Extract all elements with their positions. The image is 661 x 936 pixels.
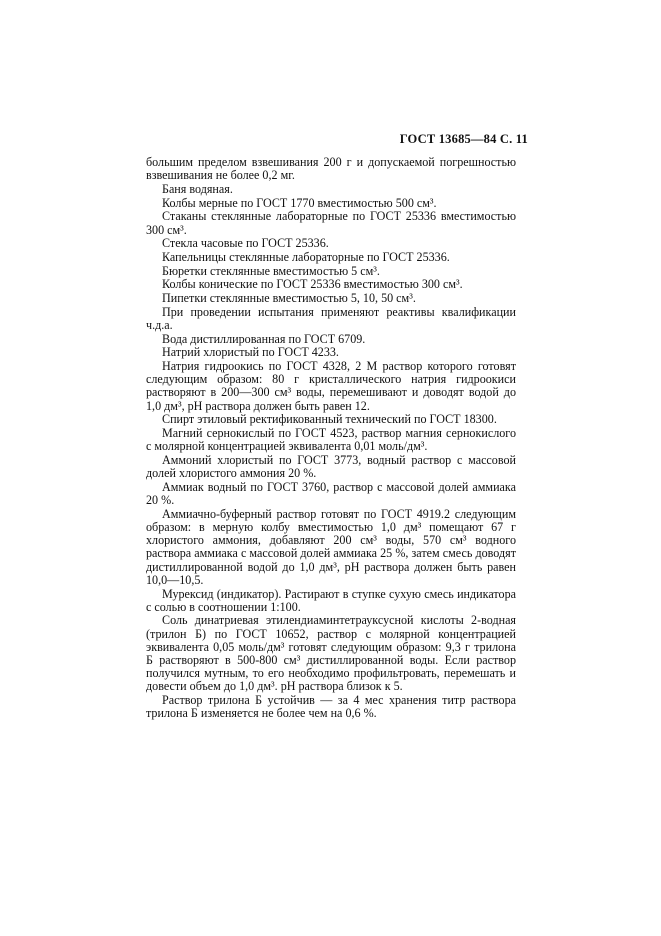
paragraph: Капельницы стеклянные лабораторные по ГОСТ 25336. — [162, 249, 450, 264]
document-body — [146, 156, 516, 721]
page-header: ГОСТ 13685—84 С. 11 — [399, 132, 528, 146]
paragraph: Колбы конические по ГОСТ 25336 вместимостью 300 см³. — [162, 277, 463, 292]
paragraph: Магний сернокислый по ГОСТ 4523, раствор магния сернокислого с молярной концентрацией эквивалента 0,01 моль/дм³. — [146, 426, 516, 454]
paragraph: Аммиачно-буферный раствор готовят по ГОСТ 4919.2 следующим образом: в мерную колбу вместимостью 1,0 дм³ помещают 67 г хлористого аммония, добавляют 200 см³ воды, 570 см³ водного раствора аммиака с массовой долей аммиака 25 %, затем смесь доводят дистиллированной водой до 1,0 дм³, рН раствора должен быть равен 10,0—10,5. — [146, 506, 516, 587]
paragraph: Натрия гидроокись по ГОСТ 4328, 2 М раствор которого готовят следующим образом: 80 г кристаллического натрия гидроокиси растворяют в 200—300 см³ воды, перемешивают и доводят водой до 1,0 дм³, рН раствора должен быть равен 12. — [146, 359, 516, 413]
paragraph: При проведении испытания применяют реактивы квалификации ч.д.а. — [146, 304, 516, 332]
paragraph: Стаканы стеклянные лабораторные по ГОСТ 25336 вместимостью 300 см³. — [146, 209, 516, 237]
paragraph: Мурексид (индикатор). Растирают в ступке сухую смесь индикатора с солью в соотношении 1:100. — [146, 586, 516, 614]
paragraph: Вода дистиллированная по ГОСТ 6709. — [162, 331, 366, 346]
paragraph: Колбы мерные по ГОСТ 1770 вместимостью 500 см³. — [162, 195, 437, 210]
paragraph: большим пределом взвешивания 200 г и допускаемой погрешностью взвешивания не более 0,2 мг. — [146, 155, 516, 183]
paragraph: Пипетки стеклянные вместимостью 5, 10, 50 см³. — [162, 291, 416, 306]
paragraph: Спирт этиловый ректификованный технический по ГОСТ 18300. — [162, 412, 497, 427]
paragraph: Стекла часовые по ГОСТ 25336. — [162, 236, 329, 251]
paragraph: Раствор трилона Б устойчив — за 4 мес хранения титр раствора трилона Б изменяется не более чем на 0,6 %. — [146, 693, 516, 721]
paragraph: Бюретки стеклянные вместимостью 5 см³. — [162, 263, 380, 278]
paragraph: Баня водяная. — [162, 181, 233, 196]
paragraph: Аммиак водный по ГОСТ 3760, раствор с массовой долей аммиака 20 %. — [146, 479, 516, 508]
paragraph: Аммоний хлористый по ГОСТ 3773, водный раствор с массовой долей хлористого аммония 20 %. — [146, 452, 516, 481]
paragraph: Соль динатриевая этилендиаминтетрауксусной кислоты 2-водная (трилон Б) по ГОСТ 10652, раствор с молярной концентрацией эквивалента 0,05 моль/дм³ готовят следующим образом: 9,3 г трилона Б растворяют в 500-800 см³ дистиллированной воды. Если раствор получился мутным, то его необходимо профильтровать, перемешать и довести объем до 1,0 дм³. рН раствора близок к 5. — [146, 613, 516, 694]
paragraph: Натрий хлористый по ГОСТ 4233. — [162, 345, 339, 360]
